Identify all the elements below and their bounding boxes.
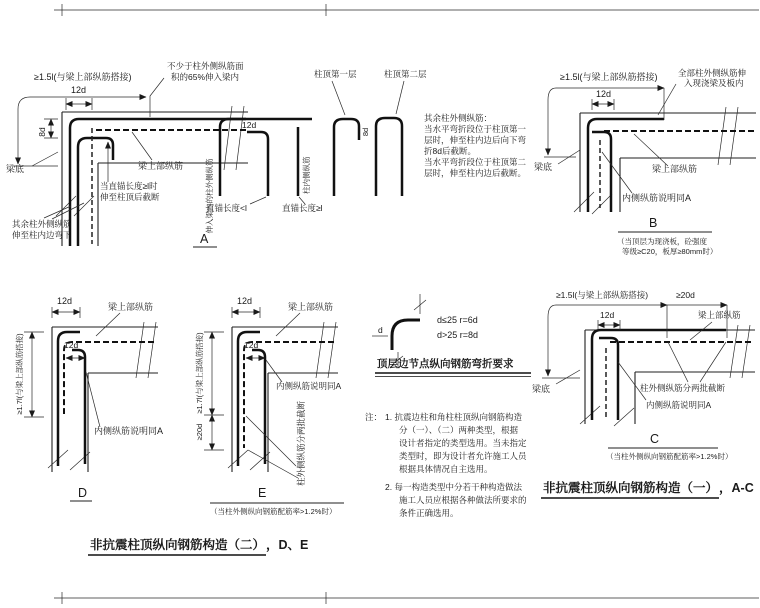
- diagram-d: [14, 296, 163, 501]
- bend-rule1: d≤25 r=6d: [437, 315, 478, 325]
- dim-12d-label: 12d: [242, 120, 257, 130]
- leader-lines: [246, 313, 300, 478]
- dim-8d-label: 8d: [37, 127, 47, 137]
- dimension-lines: [204, 307, 265, 450]
- dim-lap-label: ≥1.7l(与梁上部纵筋搭接): [15, 333, 24, 415]
- beam-break: [316, 322, 336, 378]
- bend-rule: [372, 294, 531, 377]
- diagram-e: [194, 296, 344, 516]
- caption-line1: （当顶层为现浇板，砼强度: [617, 237, 707, 246]
- note-line5: 当水平弯折段位于柱顶第二: [424, 157, 527, 167]
- dim-lap-label: ≥1.5l(与梁上部纵筋搭接): [34, 72, 132, 82]
- caption-label: （当柱外侧纵向钢筋配筋率>1.2%时）: [210, 507, 337, 516]
- dim-12d-label: 12d: [596, 89, 612, 99]
- note-inner-label: 内侧纵筋说明同A: [94, 426, 164, 436]
- note-anchor-line2: 伸至柱顶后截断: [100, 192, 160, 202]
- bar-shapes: [204, 69, 527, 234]
- note-anchor-line1: 当直锚长度≥l时: [100, 181, 158, 191]
- dimension-lines: [24, 307, 85, 417]
- note1-line3: 设计者指定的类型选用。当未指定: [399, 438, 527, 448]
- note-all-line1: 全部柱外侧纵筋伸: [678, 68, 747, 78]
- title-left-suffix: ，D、E: [266, 538, 309, 552]
- caption-line2: 等级≥C20，板厚≥80mm时）: [622, 247, 718, 256]
- bend-rule-title: 顶层边节点纵向钢筋弯折要求: [377, 358, 514, 370]
- column-outer-bar: [238, 332, 260, 466]
- detail-letter-b: B: [649, 216, 658, 230]
- note-rest-line2: 伸至柱内边弯下: [12, 230, 72, 240]
- dim-8d-label: 8d: [361, 127, 370, 137]
- dim-20d-label: ≥20d: [676, 290, 695, 300]
- note-batch-label: 柱外侧纵筋分两批截断: [296, 400, 306, 486]
- note2-line2: 施工人员应根据各种做法所要求的: [399, 495, 527, 505]
- note-line2: 当水平弯折段位于柱顶第一: [424, 124, 527, 134]
- column-break: [580, 406, 634, 426]
- beam-top-bars-label: 梁上部纵筋: [288, 302, 334, 312]
- inner-bar-12d-hook: [592, 132, 611, 212]
- note2-line3: 条件正确选用。: [399, 508, 459, 518]
- dim-lap-label: ≥1.7l(与梁上部纵筋搭接): [195, 332, 204, 414]
- inner-bar-12d-hook: [72, 350, 85, 464]
- inner-bar-12d-hook: [252, 350, 265, 464]
- top-second-layer-label: 柱顶第二层: [384, 69, 427, 79]
- note-all-line2: 入现浇梁及板内: [684, 78, 744, 88]
- column-outer-bar: [58, 332, 80, 466]
- dim-12d-label: 12d: [600, 310, 615, 320]
- detail-letter-d: D: [78, 486, 88, 500]
- beam-break: [224, 106, 244, 170]
- beam-top-bars-label: 梁上部纵筋: [698, 310, 741, 320]
- column-break: [228, 450, 270, 470]
- note-rest-line1: 其余柱外侧纵筋: [12, 219, 72, 229]
- bar-shape-first-layer: [334, 119, 359, 196]
- dim-12d-inner-label: 12d: [244, 340, 259, 350]
- dim-12d-top-label: 12d: [57, 296, 73, 306]
- title-left: 非抗震柱顶纵向钢筋构造（二）: [90, 538, 266, 552]
- leader-lines: [250, 81, 404, 204]
- detail-letter-c: C: [650, 432, 660, 446]
- rebar-dashed: [64, 342, 154, 414]
- beam-break: [730, 325, 750, 378]
- diagram-c: [532, 290, 755, 461]
- note-inner-label: 内侧纵筋说明同A: [622, 193, 692, 203]
- notes-prefix: 注：: [365, 412, 383, 422]
- outer-into-beam-label: 伸入梁内的柱外侧纵筋: [205, 158, 214, 234]
- dim-20d-label: ≥20d: [195, 423, 204, 441]
- caption-label: （当柱外侧纵向钢筋配筋率>1.2%时）: [606, 452, 733, 461]
- note2-line1: 2. 每一构造类型中分若干种构造做法: [385, 482, 522, 492]
- beam-bottom-label: 梁底: [534, 162, 553, 172]
- inner-bar-12d-hook: [599, 338, 618, 420]
- top-first-layer-label: 柱顶第一层: [314, 69, 357, 79]
- note1-line4: 类型时，即为设计者允许施工人员: [399, 451, 527, 461]
- title-right: 非抗震柱顶纵向钢筋构造（一）: [543, 481, 719, 495]
- note-line1: 其余柱外侧纵筋：: [424, 113, 493, 123]
- beam-top-bars-label: 梁上部纵筋: [108, 302, 154, 312]
- anchor-long-label: 直锚长度≥l: [282, 203, 323, 213]
- note-batch-label: 柱外侧纵筋分两批截断: [640, 383, 726, 393]
- note-line4: 折8d后截断。: [424, 146, 476, 156]
- rebar-solid: [58, 332, 85, 466]
- dim-12d-inner-label: 12d: [64, 340, 79, 350]
- bar-shape-second-layer: [376, 118, 402, 196]
- dim-12d-top-label: 12d: [237, 296, 253, 306]
- beam-bars-bent-down-dashed: [64, 342, 154, 414]
- detail-letter-e: E: [258, 486, 267, 500]
- leader-lines: [86, 313, 120, 427]
- inner-bars-label: 柱内侧纵筋: [302, 156, 311, 194]
- note-65-line1: 不少于柱外侧纵筋面: [167, 61, 244, 71]
- beam-bottom-label: 梁底: [532, 384, 551, 394]
- note1-line5: 根据具体情况自主选用。: [399, 464, 493, 474]
- beam-break: [136, 322, 156, 378]
- note-inner-label: 内侧纵筋说明同A: [276, 381, 342, 391]
- note-65-line2: 积的65%伸入梁内: [171, 72, 240, 82]
- note-line3: 层时，伸至柱内边后向下弯: [424, 135, 527, 145]
- beam-break: [718, 107, 738, 165]
- beam-top-bars-label: 梁上部纵筋: [138, 161, 184, 171]
- title-right-suffix: ，A-C: [719, 481, 754, 495]
- bend-rule2: d>25 r=8d: [437, 330, 479, 340]
- note1-line2: 分（一）、（二）两种类型，根据: [399, 425, 519, 435]
- bend-d-label: d: [378, 325, 383, 335]
- note-inner-label: 内侧纵筋说明同A: [646, 400, 712, 410]
- dim-lap-label: ≥1.5l(与梁上部纵筋搭接): [556, 290, 649, 300]
- general-notes: [365, 412, 528, 518]
- dimension-lines: [14, 97, 146, 166]
- note1-line1: 1. 抗震边柱和角柱柱顶纵向钢筋构造: [385, 412, 522, 422]
- leader-lines: [558, 84, 676, 193]
- note-line6: 层时，伸至柱内边后截断。: [424, 168, 527, 178]
- bar-shape-12d-hook: [247, 132, 268, 196]
- beam-top-bars-label: 梁上部纵筋: [652, 164, 698, 174]
- column-break: [48, 450, 90, 470]
- dim-lap-label: ≥1.5l(与梁上部纵筋搭接): [560, 72, 658, 82]
- diagram-b: [534, 68, 756, 257]
- beam-bottom-label: 梁底: [6, 164, 25, 174]
- rebar-solid: [238, 332, 265, 466]
- anchor-short-label: 直锚长度<l: [206, 203, 247, 213]
- dim-12d-label: 12d: [71, 85, 87, 95]
- detail-letter-a: A: [200, 232, 209, 246]
